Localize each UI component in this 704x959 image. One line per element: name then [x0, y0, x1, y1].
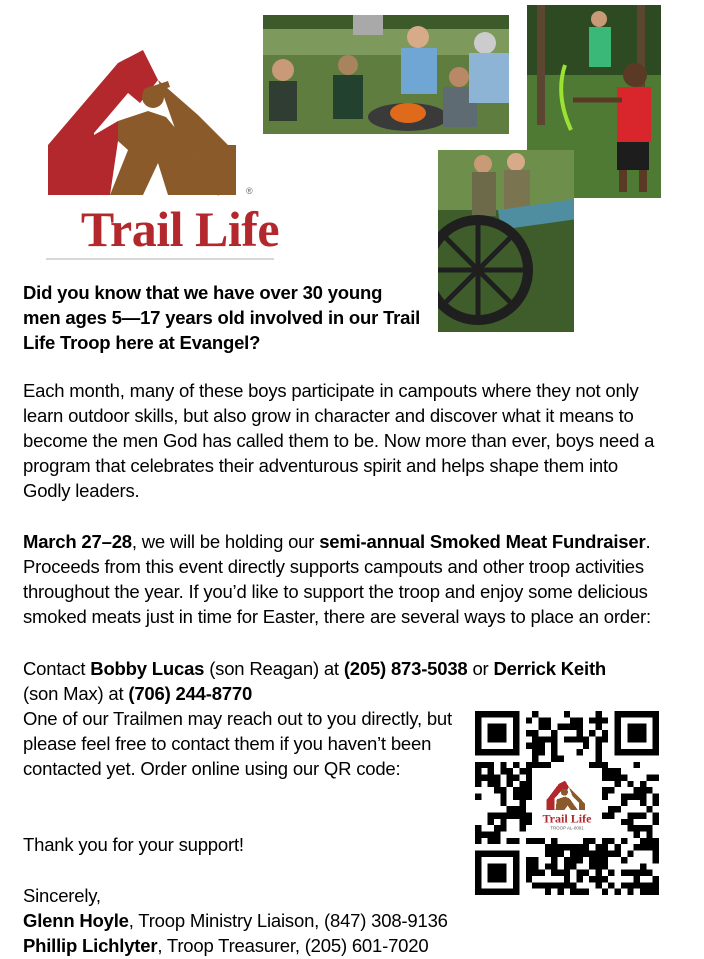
paragraph-text: (son Max) at [23, 683, 129, 704]
contact-line [23, 656, 693, 681]
signer-name: Glenn Hoyle [23, 910, 129, 931]
qr-logo-subtext [550, 826, 584, 831]
qr-logo-text: Trail Life [542, 811, 592, 826]
paragraph-line: throughout the year. If you’d like to support the troop and enjoy some delicious [23, 581, 648, 602]
contact2-name: Derrick Keith [493, 658, 607, 679]
paragraph-text: or [467, 658, 494, 679]
paragraph-line: become the men God has called them to be. Now more than ever, boys need a [23, 430, 655, 451]
contact-line: please feel free to contact them if you haven’t been [23, 733, 432, 754]
monthly-paragraph [23, 378, 693, 503]
contact1-name: Bobby Lucas [90, 658, 205, 679]
intro-heading [23, 280, 443, 355]
paragraph-text: , we will be holding our [131, 531, 320, 552]
signer-role: , Troop Ministry Liaison, (847) 308-9136 [128, 910, 448, 931]
fundraiser-dates: March 27–28 [23, 531, 132, 552]
paragraph-line: learn outdoor skills, but also grow in character and discover what it means to [23, 405, 634, 426]
signoff-line [23, 908, 693, 933]
logo-wordmark: Trail Life [80, 201, 280, 257]
qr-code[interactable] [475, 711, 659, 895]
paragraph-text: . [645, 531, 651, 552]
paragraph-text: Contact [23, 658, 91, 679]
paragraph-line: Godly leaders. [23, 480, 140, 501]
thank-you-line: Thank you for your support! [23, 834, 244, 855]
contact-line: One of our Trailmen may reach out to you directly, but [23, 708, 452, 729]
cannon-photo [438, 150, 574, 332]
signer-role: , Troop Treasurer, (205) 601-7020 [157, 935, 429, 956]
campfire-photo [263, 15, 509, 134]
signer-name: Phillip Lichlyter [23, 935, 158, 956]
sincerely: Sincerely, [23, 885, 101, 906]
logo-registered-mark: ® [246, 186, 253, 196]
intro-line: men ages 5—17 years old involved in our Trail [23, 307, 421, 328]
fundraiser-event-name: semi-annual Smoked Meat Fundraiser [319, 531, 646, 552]
paragraph-line: smoked meats just in time for Easter, there are several ways to place an order: [23, 606, 651, 627]
fundraiser-paragraph [23, 529, 693, 629]
logo-underline [46, 258, 274, 260]
contact-line [23, 681, 693, 706]
contact1-phone: (205) 873-5038 [343, 658, 468, 679]
intro-line: Life Troop here at Evangel? [23, 332, 261, 353]
intro-line: Did you know that we have over 30 young [23, 282, 383, 303]
paragraph-line [23, 529, 693, 554]
paragraph-line: Proceeds from this event directly supports campouts and other troop activities [23, 556, 644, 577]
signoff-line [23, 933, 693, 958]
contact-line: contacted yet. Order online using our QR code: [23, 758, 401, 779]
paragraph-line: Each month, many of these boys participate in campouts where they not only [23, 380, 639, 401]
paragraph-line: program that celebrates their adventurous spirit and helps shape them into [23, 455, 619, 476]
paragraph-text: (son Reagan) at [204, 658, 344, 679]
contact2-phone: (706) 244-8770 [128, 683, 253, 704]
